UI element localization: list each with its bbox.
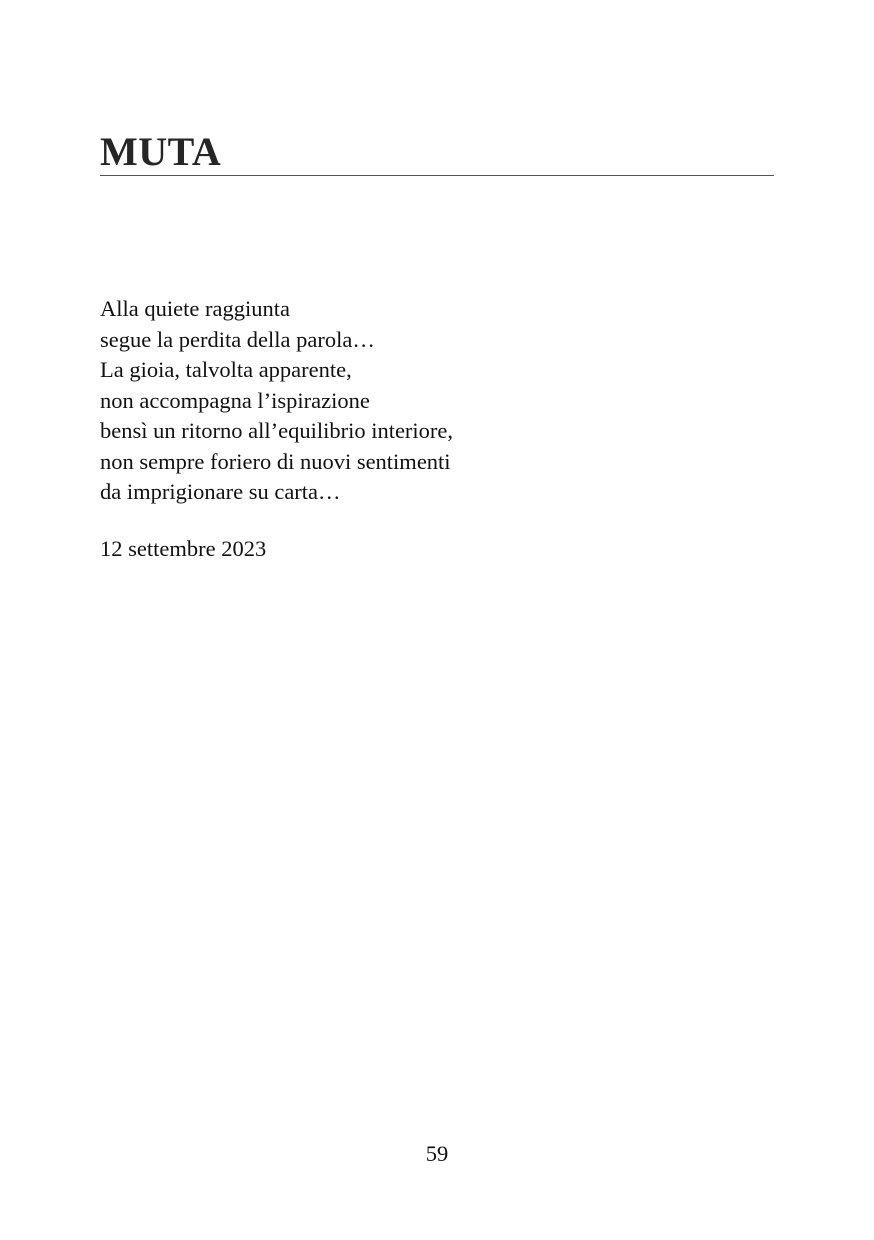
poem-line: non accompagna l’ispirazione [100, 387, 370, 413]
title-block [100, 128, 774, 176]
poem-line: non sempre foriero di nuovi sentimenti [100, 448, 451, 474]
poem-line: La gioia, talvolta apparente, [100, 357, 352, 382]
poem-line: da imprigionare su carta… [100, 479, 341, 504]
page-number: 59 [425, 1141, 449, 1166]
poem-date: 12 settembre 2023 [100, 536, 267, 561]
poem-line: Alla quiete raggiunta [100, 296, 290, 321]
poem [100, 294, 700, 508]
poem-line: bensì un ritorno all’equilibrio interiore, [100, 418, 454, 443]
page-title: MUTA [100, 129, 222, 174]
poem-line: segue la perdita della parola… [100, 326, 375, 352]
